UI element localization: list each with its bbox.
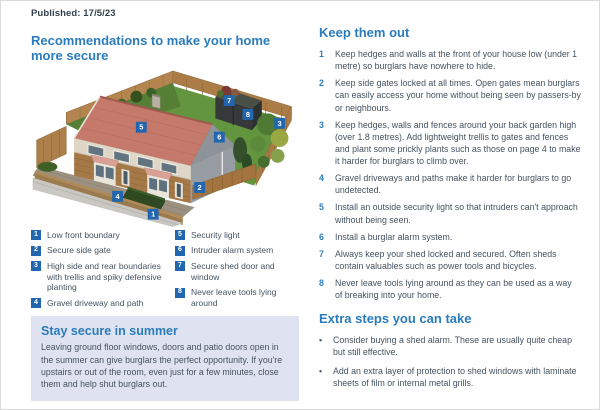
- summer-box-body: Leaving ground floor windows, doors and patio doors open in the summer can give burglars the perfect opportunity. If you're upstairs or out of the room, even just for a few minutes, close them and help shut burglars out.: [41, 342, 283, 390]
- legend-item: [31, 298, 171, 309]
- keep-out-item: [319, 231, 581, 243]
- item-text: Never leave tools lying around as they can be used as a way of breaking into your home.: [335, 278, 572, 301]
- marker-1: [148, 208, 159, 219]
- svg-text:6: 6: [217, 132, 222, 142]
- keep-out-item: [319, 277, 581, 301]
- legend-item: [175, 245, 299, 256]
- marker-5: [136, 121, 147, 132]
- legend-number-badge: 6: [175, 246, 185, 256]
- item-number: 4: [319, 173, 324, 184]
- legend-label: Security light: [191, 229, 240, 240]
- legend-label: High side and rear boundaries with trellis and spiky defensive planting: [47, 260, 162, 293]
- summer-box-title: Stay secure in summer: [41, 324, 178, 339]
- extra-steps-title: Extra steps you can take: [319, 311, 472, 327]
- left-fence: [37, 126, 67, 167]
- svg-text:4: 4: [115, 191, 120, 201]
- legend-label: Secure shed door and window: [191, 260, 275, 282]
- marker-7: [224, 95, 235, 106]
- bullet-text: Add an extra layer of protection to shed windows with laminate sheets of film or internal metal grills.: [333, 365, 577, 388]
- extra-step-item: [319, 334, 581, 358]
- legend-number-badge: 5: [175, 230, 185, 240]
- legend-number-badge: 3: [31, 261, 41, 271]
- legend-column-1: [31, 230, 171, 309]
- left-column: [31, 33, 299, 401]
- marker-8: [243, 109, 254, 120]
- item-number: 2: [319, 78, 324, 89]
- legend-item: [31, 261, 171, 293]
- item-number: 3: [319, 119, 324, 130]
- illustration-legend: [31, 230, 299, 309]
- keep-out-item: [319, 77, 581, 113]
- svg-text:7: 7: [227, 95, 232, 105]
- keep-them-out-title: Keep them out: [319, 25, 410, 40]
- marker-3: [274, 118, 285, 129]
- legend-number-badge: 1: [31, 230, 41, 240]
- legend-number-badge: 4: [31, 298, 41, 308]
- svg-text:1: 1: [151, 209, 156, 219]
- item-number: 6: [319, 231, 324, 242]
- marker-4: [112, 191, 123, 202]
- svg-text:3: 3: [277, 118, 282, 128]
- legend-number-badge: 7: [175, 261, 185, 271]
- keep-out-item: [319, 119, 581, 168]
- item-number: 5: [319, 202, 324, 213]
- item-number: 8: [319, 278, 324, 288]
- legend-item: [31, 230, 171, 241]
- item-text: Keep hedges and walls at the front of your house low (under 1 metre) so burglars have nowhere to hide.: [335, 49, 578, 72]
- item-text: Install a burglar alarm system.: [335, 231, 453, 242]
- house-illustration: [31, 67, 299, 227]
- keep-out-item: [319, 201, 581, 225]
- extra-step-item: [319, 365, 581, 389]
- item-text: Always keep your shed locked and secured. Often sheds contain valuables such as power tools and bicycles.: [335, 248, 557, 271]
- item-number: 7: [319, 248, 324, 259]
- bullet-icon: •: [319, 335, 323, 346]
- svg-text:8: 8: [245, 109, 251, 119]
- summer-tip-box: [31, 316, 299, 400]
- legend-item: [31, 245, 171, 256]
- svg-text:2: 2: [197, 182, 202, 192]
- legend-label: Gravel driveway and path: [47, 297, 144, 308]
- item-text: Gravel driveways and paths make it harder for burglars to go undetected.: [335, 173, 572, 196]
- legend-number-badge: 2: [31, 246, 41, 256]
- legend-item: [175, 230, 299, 241]
- svg-text:5: 5: [139, 122, 144, 132]
- right-column: [319, 25, 581, 395]
- bullet-icon: •: [319, 365, 323, 376]
- extra-steps-section: [319, 311, 581, 389]
- marker-6: [214, 131, 225, 142]
- page-title: Recommendations to make your home more secure: [31, 33, 271, 64]
- legend-label: Intruder alarm system: [191, 245, 274, 256]
- legend-label: Never leave tools lying around: [191, 287, 277, 308]
- legend-item: [175, 287, 299, 308]
- legend-label: Secure side gate: [47, 245, 111, 256]
- bullet-text: Consider buying a shed alarm. These are usually quite cheap but still effective.: [333, 335, 572, 358]
- item-text: Keep hedges, walls and fences around your back garden high (over 1.8 metres). Add lightweight trellis to gates and fences and plant some prickly plants such as those on page 4 to make it harder for burglars to climb over.: [335, 119, 581, 166]
- keep-out-item: [319, 248, 581, 272]
- item-text: Keep side gates locked at all times. Open gates mean burglars can easily access your home without being seen by passers-by or neighbours.: [335, 78, 581, 113]
- legend-number-badge: 8: [175, 288, 185, 298]
- legend-label: Low front boundary: [47, 229, 120, 240]
- item-text: Install an outside security light so that intruders can't approach without being seen.: [335, 202, 578, 225]
- legend-column-2: [175, 230, 299, 309]
- keep-out-item: [319, 172, 581, 196]
- item-number: 1: [319, 49, 324, 59]
- keep-out-item: [319, 48, 581, 72]
- legend-item: [175, 261, 299, 282]
- marker-2: [194, 182, 205, 193]
- front-door: [122, 168, 130, 186]
- published-date: Published: 17/5/23: [31, 8, 116, 19]
- front-door: [175, 181, 183, 199]
